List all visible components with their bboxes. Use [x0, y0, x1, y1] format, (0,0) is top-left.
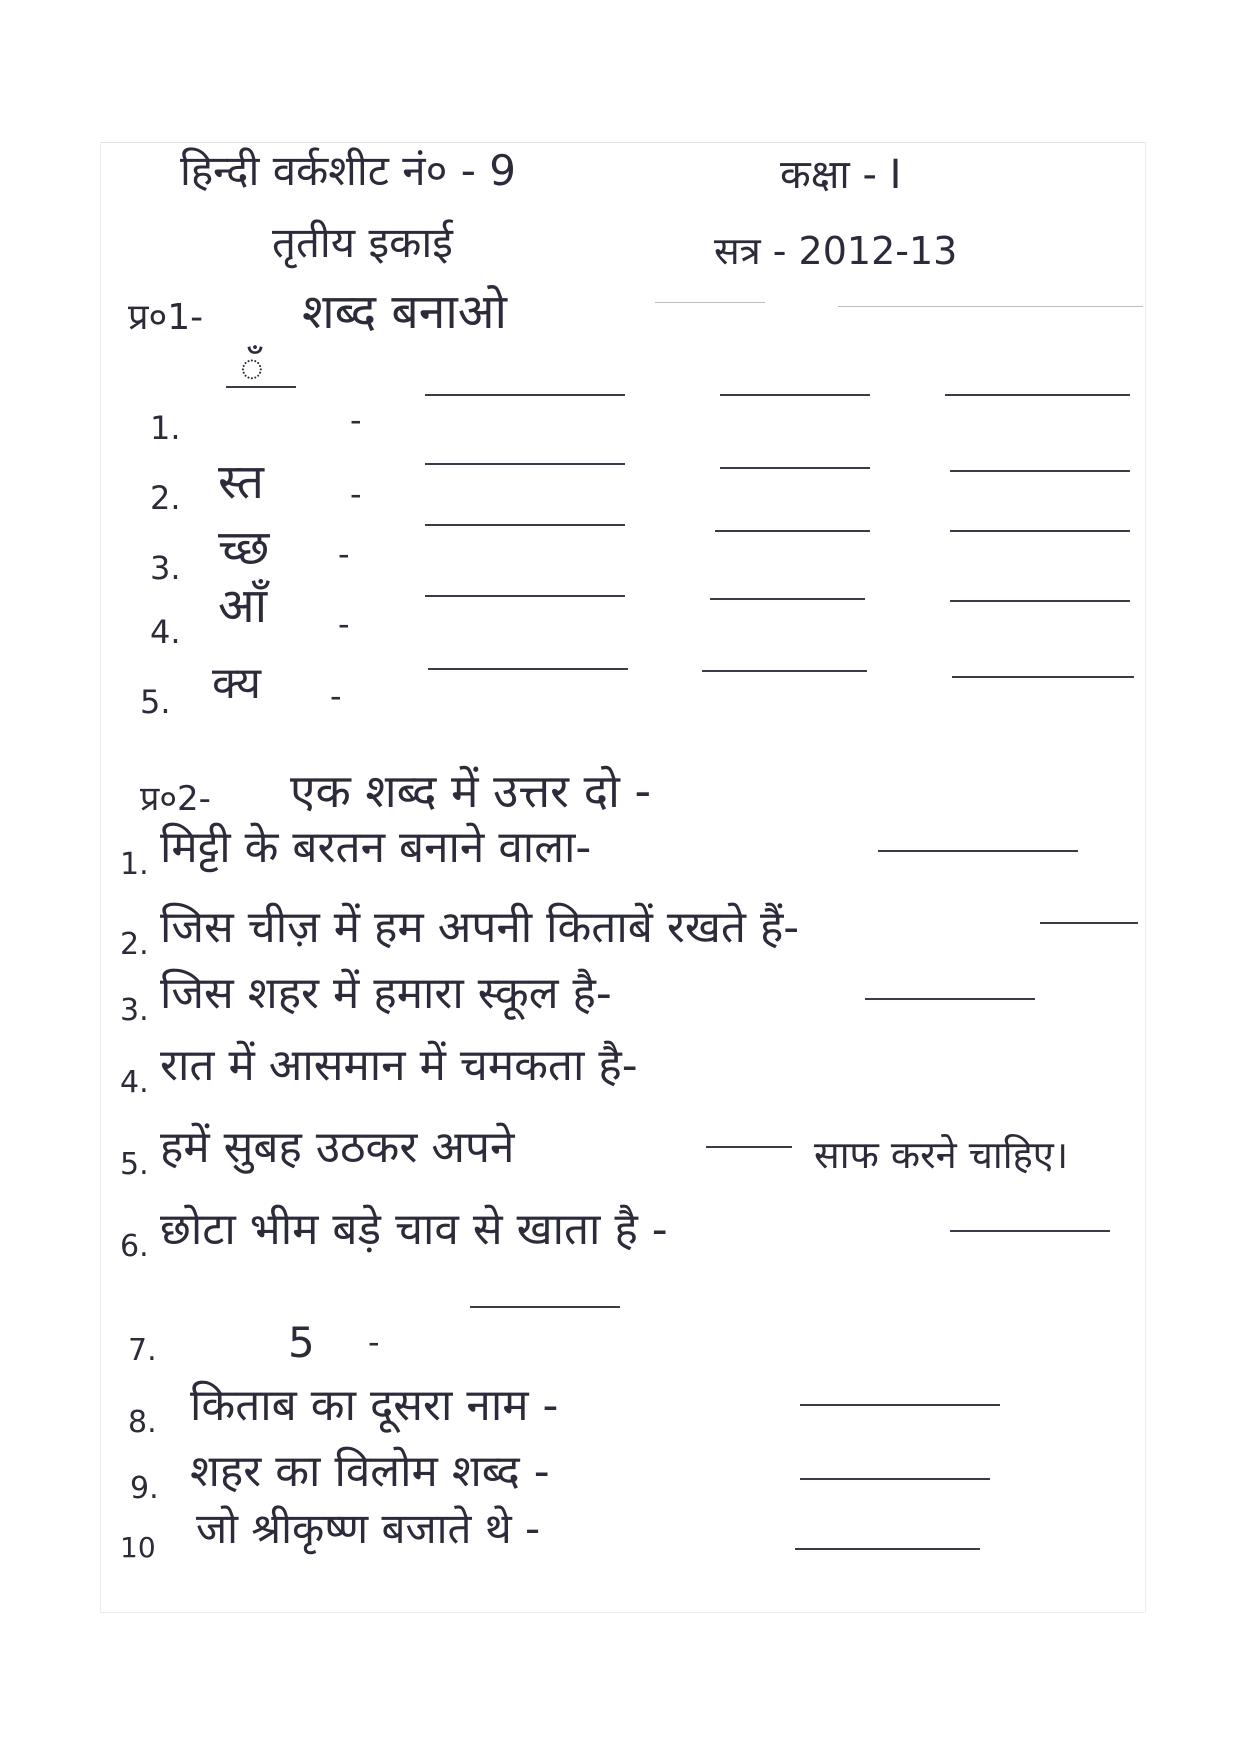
answer-blank: [800, 1478, 990, 1480]
answer-blank: [945, 394, 1130, 396]
q2-item-question-end: साफ करने चाहिए।: [814, 1133, 1069, 1177]
answer-blank: [795, 1548, 980, 1550]
answer-blank: [1040, 922, 1138, 924]
answer-blank: [425, 463, 625, 465]
question-2-label: प्र०2-: [140, 779, 211, 819]
q2-item-number: 4.: [120, 1065, 149, 1100]
q2-item-question: 5: [288, 1318, 315, 1367]
faint-line: [838, 306, 1143, 307]
answer-blank: [952, 676, 1134, 678]
answer-blank: [425, 524, 625, 526]
q2-item-number: 10: [120, 1531, 156, 1564]
q2-item-question: जिस शहर में हमारा स्कूल है-: [160, 968, 612, 1019]
page-edge: [1145, 142, 1146, 1612]
class-label: कक्षा - I: [780, 152, 902, 198]
q2-item-question: मिट्टी के बरतन बनाने वाला-: [160, 822, 592, 873]
q1-item-number: 1.: [150, 409, 181, 447]
answer-blank: [470, 1306, 620, 1308]
q2-item-question: छोटा भीम बड़े चाव से खाता है -: [160, 1204, 668, 1255]
q1-item-letters: आँ: [218, 578, 268, 634]
page-edge: [100, 1612, 1145, 1613]
answer-blank: [950, 470, 1130, 472]
answer-blank: [950, 530, 1130, 532]
q2-item-number: 3.: [120, 993, 149, 1028]
answer-blank: [425, 595, 625, 597]
question-2-title: एक शब्द में उत्तर दो -: [290, 764, 652, 818]
page-edge: [100, 142, 101, 1612]
answer-blank: [702, 670, 867, 672]
answer-blank: [878, 850, 1078, 852]
answer-blank: [425, 394, 625, 396]
q1-item-letters: ँ: [240, 345, 264, 391]
q1-item-letters: च्छ: [218, 520, 270, 576]
q1-item-number: 4.: [150, 613, 181, 651]
q2-item-question: रात में आसमान में चमकता है-: [160, 1040, 638, 1091]
question-1-label: प्र०1-: [128, 297, 204, 338]
q1-item-dash: -: [350, 475, 362, 513]
answer-blank: [800, 1404, 1000, 1406]
q1-item-number: 2.: [150, 479, 181, 517]
q2-item-dash: -: [368, 1323, 380, 1361]
q1-item-dash: -: [330, 677, 342, 715]
answer-blank: [715, 530, 870, 532]
faint-line: [655, 302, 765, 303]
q2-item-number: 2.: [120, 927, 149, 962]
q1-item-letters: क्य: [212, 658, 262, 709]
answer-blank: [720, 394, 870, 396]
answer-blank: [950, 600, 1130, 602]
worksheet-title: हिन्दी वर्कशीट नं० - 9: [180, 146, 516, 195]
q1-item-dash: -: [338, 605, 350, 643]
q2-item-number: 7.: [128, 1333, 157, 1368]
answer-blank: [710, 598, 865, 600]
q2-item-number: 8.: [128, 1405, 157, 1440]
q2-item-question: हमें सुबह उठकर अपने: [160, 1122, 515, 1173]
question-1-title: शब्द बनाओ: [302, 284, 507, 340]
session-label: सत्र - 2012-13: [714, 229, 958, 273]
answer-blank: [720, 467, 870, 469]
q1-item-dash: -: [338, 535, 350, 573]
q1-item-number: 3.: [150, 549, 181, 587]
q1-item-dash: -: [350, 401, 362, 439]
q2-item-question: किताब का दूसरा नाम -: [190, 1380, 559, 1431]
page-edge: [100, 142, 1145, 143]
unit-label: तृतीय इकाई: [272, 218, 453, 267]
answer-blank: [950, 1230, 1110, 1232]
letters-underline: [226, 386, 296, 388]
q2-item-number: 1.: [120, 847, 149, 882]
q2-item-question: जिस चीज़ में हम अपनी किताबें रखते हैं-: [160, 902, 800, 953]
q2-item-number: 9.: [130, 1471, 159, 1506]
answer-blank: [428, 668, 628, 670]
q2-item-number: 6.: [120, 1229, 149, 1264]
q1-item-letters: स्त: [218, 454, 265, 510]
q1-item-number: 5.: [140, 683, 171, 721]
q2-item-number: 5.: [120, 1147, 149, 1182]
answer-blank: [865, 998, 1035, 1000]
q2-item-question: जो श्रीकृष्ण बजाते थे -: [196, 1504, 541, 1553]
q2-item-question: शहर का विलोम शब्द -: [190, 1446, 550, 1497]
answer-blank: [706, 1146, 792, 1148]
